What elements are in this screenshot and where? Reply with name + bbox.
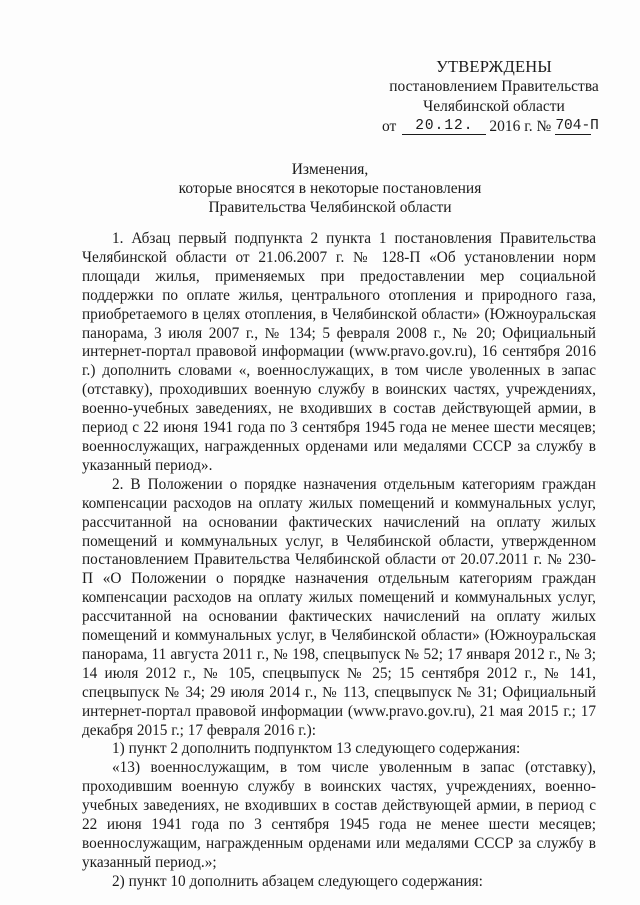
title-line-3: Правительства Челябинской области	[208, 199, 452, 216]
approval-prefix: от	[382, 118, 397, 135]
approval-date-line	[382, 117, 600, 137]
document-body	[82, 230, 596, 892]
paragraph-quote-13: «13) военнослужащим, в том числе уволенным в запас (отставку), проходившим военную службу в воинских частях, учреждениях, военно-учебных заведениях, не входивших в состав действующей армии, в период с 22 июня 1941 года по 3 сентября 1945 года не менее шести месяцев; военнослужащим, награжденным орденами или медалями СССР за службу в указанный период.»;	[82, 759, 596, 871]
document-title	[60, 160, 600, 217]
paragraph-item-2: 2. В Положении о порядке назначения отдельным категориям граждан компенсации расходов на оплату жилых помещений и коммунальных услуг, рассчитанной на основании фактических начислений на оплату жилых помещений и коммунальных услуг, в Челябинской области, утвержденном постановлением Правительства Челябинской области от 20.07.2011 г. № 230-П «О Положении о порядке назначения отдельным категориям граждан компенсации расходов на оплату жилых помещений и коммунальных услуг, рассчитанной на основании фактических начислений на оплату жилых помещений и коммунальных услуг, в Челябинской области» (Южноуральская панорама, 11 августа 2011 г., № 198, спецвыпуск № 52; 17 января 2012 г., № 3; 14 июля 2012 г., № 105, спецвыпуск № 25; 15 сентября 2012 г., № 141, спецвыпуск № 34; 29 июля 2014 г., № 113, спецвыпуск № 31; Официальный интернет-портал правовой информации (www.pravo.gov.ru), 21 мая 2015 г.; 17 декабря 2015 г.; 17 февраля 2016 г.):	[82, 475, 596, 739]
approval-line-2: Челябинской области	[423, 98, 565, 115]
approval-number: 704-П	[555, 118, 599, 134]
paragraph-subitem-1: 1) пункт 2 дополнить подпунктом 13 следующего содержания:	[112, 740, 521, 758]
paragraph-item-1: 1. Абзац первый подпункта 2 пункта 1 постановления Правительства Челябинской области от 21.06.2007 г. № 128-П «Об установлении норм площади жилья, применяемых при предоставлении мер социальной поддержки по оплате жилья, центрального отопления и природного газа, приобретаемого в целях отопления, в Челябинской области» (Южноуральская панорама, 3 июля 2007 г., № 134; 5 февраля 2008 г., № 20; Официальный интернет-портал правовой информации (www.pravo.gov.ru), 16 сентября 2016 г.) дополнить словами «, военнослужащих, в том числе уволенных в запас (отставку), проходивших военную службу в воинских частях, учреждениях, военно-учебных заведениях, не входивших в состав действующей армии, в период с 22 июня 1941 года по 3 сентября 1945 года не менее шести месяцев; военнослужащих, награжденных орденами или медалями СССР за службу в указанный период».	[82, 230, 596, 474]
approval-year-text: 2016 г. №	[489, 118, 552, 135]
title-line-1: Изменения,	[291, 161, 369, 178]
paragraph-subitem-2: 2) пункт 10 дополнить абзацем следующего содержания:	[112, 872, 483, 890]
approval-line-1: постановлением Правительства	[389, 78, 599, 95]
approval-date: 20.12.	[402, 118, 486, 135]
approval-stamp	[382, 57, 600, 137]
approval-heading: УТВЕРЖДЕНЫ	[436, 57, 552, 76]
title-line-2: которые вносятся в некоторые постановления	[178, 180, 482, 197]
